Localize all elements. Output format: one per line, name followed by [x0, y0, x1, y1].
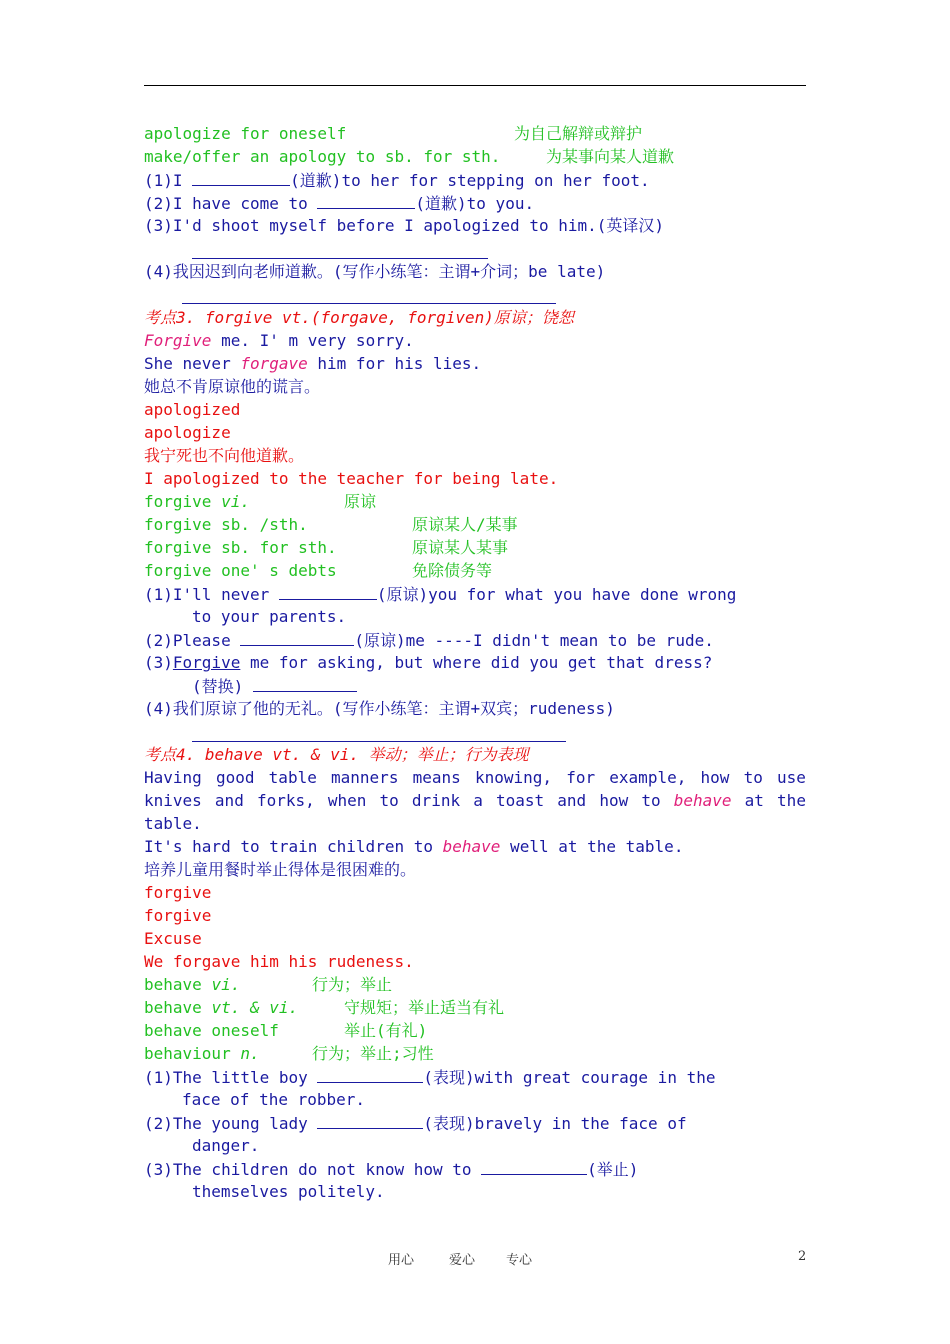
phrase-line: forgive one' s debts 免除债务等	[144, 561, 493, 580]
exercise-line: (替换)	[192, 675, 357, 697]
exercise-line: (3)Forgive me for asking, but where did you get that dress?	[144, 653, 713, 672]
example-line: Forgive me. I' m very sorry.	[144, 331, 414, 350]
paragraph-line: table.	[144, 814, 202, 833]
exercise-line: (2)Please (原谅)me ----I didn't mean to be rude.	[144, 631, 714, 650]
phrase-line: forgive vi. 原谅	[144, 492, 377, 511]
footer-word: 用心	[388, 1253, 415, 1268]
page-number: 2	[798, 1249, 807, 1264]
phrase-line: behaviour n. 行为；举止;习性	[144, 1044, 434, 1063]
exercise-line: face of the robber.	[182, 1090, 366, 1109]
section-heading: 考点3. forgive vt.(forgave, forgiven)原谅；饶恕	[144, 308, 574, 327]
phrase-line: behave oneself 举止(有礼)	[144, 1021, 428, 1040]
example-line: It's hard to train children to behave well at the table.	[144, 837, 684, 856]
exercise-line: to your parents.	[192, 607, 347, 626]
phrase-line: make/offer an apology to sb. for sth. 为某事向某人道歉	[144, 147, 675, 166]
phrase-line: forgive sb. for sth. 原谅某人某事	[144, 538, 509, 557]
answer-rule[interactable]	[192, 741, 566, 742]
answer-blank[interactable]	[253, 675, 357, 692]
exercise-line: (1)The little boy (表现)with great courage in the	[144, 1068, 716, 1087]
exercise-line: (3)The children do not know how to (举止)	[144, 1160, 639, 1179]
paragraph-line: knives and forks, when to drink a toast and how to behave at the	[144, 791, 806, 810]
exercise-line: (1)I'll never (原谅)you for what you have done wrong	[144, 585, 737, 604]
exercise-line: (2)The young lady (表现)bravely in the face of	[144, 1114, 687, 1133]
answer-blank[interactable]	[317, 1112, 423, 1129]
answer-blank[interactable]	[481, 1158, 587, 1175]
exercise-line: (4)我们原谅了他的无礼。(写作小练笔：主谓+双宾；rudeness)	[144, 699, 615, 718]
footer-word: 专心	[506, 1253, 533, 1268]
exercise-line: (2)I have come to (道歉)to you.	[144, 194, 535, 213]
answer-blank[interactable]	[279, 583, 377, 600]
translation-line: 她总不肯原谅他的谎言。	[144, 377, 321, 396]
phrase-line: behave vi. 行为；举止	[144, 975, 393, 994]
answer-blank[interactable]	[317, 1066, 423, 1083]
answer-line: apologize	[144, 423, 231, 442]
phrase-line: forgive sb. /sth. 原谅某人/某事	[144, 515, 518, 534]
exercise-line: themselves politely.	[192, 1182, 385, 1201]
section-heading: 考点4. behave vt. & vi. 举动；举止；行为表现	[144, 745, 529, 764]
paragraph-line: Having good table manners means knowing, for example, how to use	[144, 768, 806, 787]
exercise-line: (4)我因迟到向老师道歉。(写作小练笔：主谓+介词；be late)	[144, 262, 606, 281]
phrase-line: apologize for oneself 为自己解辩或辩护	[144, 124, 643, 143]
answer-line: 我宁死也不向他道歉。	[144, 446, 305, 465]
example-line: She never forgave him for his lies.	[144, 354, 482, 373]
answer-blank[interactable]	[240, 629, 354, 646]
answer-rule[interactable]	[192, 258, 488, 259]
phrase-line: behave vt. & vi. 守规矩；举止适当有礼	[144, 998, 505, 1017]
answer-blank[interactable]	[317, 192, 415, 209]
answer-line: apologized	[144, 400, 241, 419]
answer-line: Excuse	[144, 929, 202, 948]
answer-line: forgive	[144, 906, 212, 925]
footer-word: 爱心	[449, 1253, 476, 1268]
translation-line: 培养儿童用餐时举止得体是很困难的。	[144, 860, 417, 879]
answer-line: I apologized to the teacher for being late.	[144, 469, 559, 488]
exercise-line: danger.	[192, 1136, 260, 1155]
header-rule	[144, 85, 806, 86]
exercise-line: (3)I'd shoot myself before I apologized to him.(英译汉)	[144, 216, 665, 235]
answer-rule[interactable]	[182, 303, 556, 304]
answer-line: forgive	[144, 883, 212, 902]
answer-line: We forgave him his rudeness.	[144, 952, 414, 971]
exercise-line: (1)I (道歉)to her for stepping on her foot.	[144, 171, 650, 190]
answer-blank[interactable]	[192, 169, 290, 186]
